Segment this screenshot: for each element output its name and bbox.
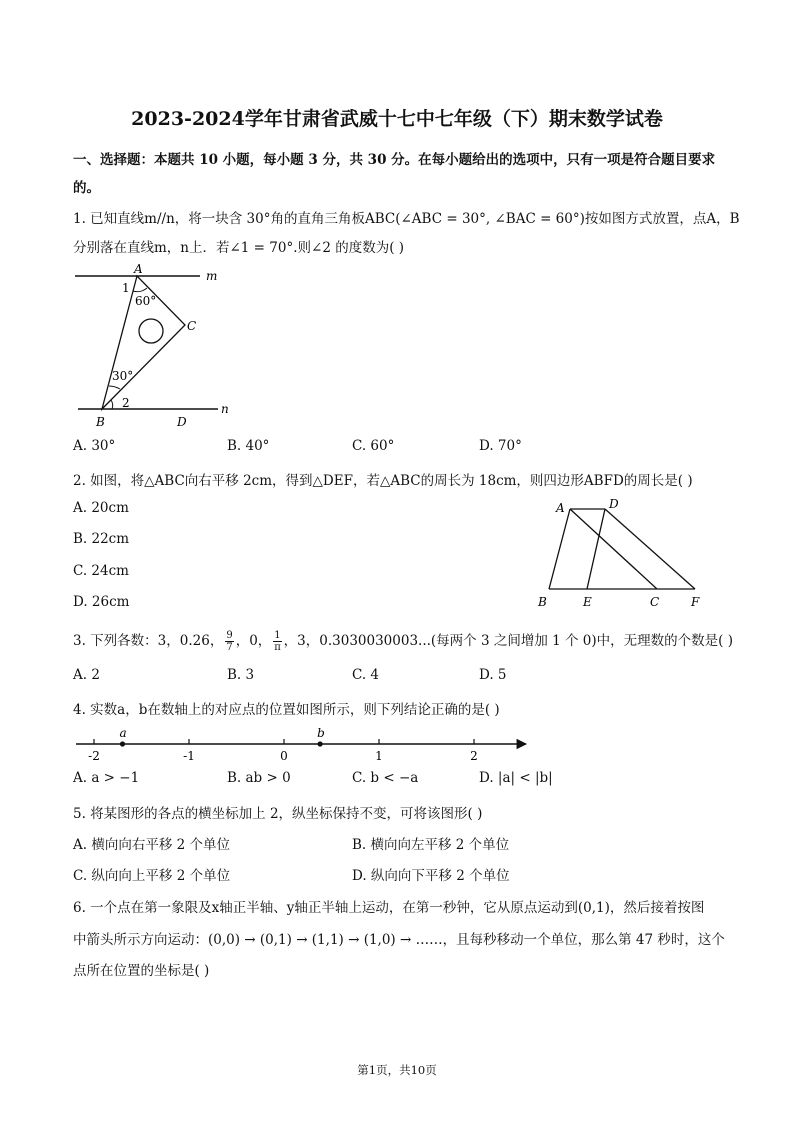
q3-mid: ，0， — [235, 633, 272, 649]
q1-option-d[interactable]: D. 70° — [479, 438, 522, 454]
q3-suffix: ，3，0.3030030003...(每两个 3 之间增加 1 个 0)中，无理数的个数是( ) — [283, 633, 733, 649]
q5-option-b[interactable]: B. 横向向左平移 2 个单位 — [352, 837, 510, 853]
q1-option-a[interactable]: A. 30° — [73, 438, 116, 454]
q6-line3: 点所在位置的坐标是( ) — [73, 963, 210, 979]
label-angle-2: 2 — [122, 396, 130, 410]
page-footer: 第1页，共10页 — [357, 1063, 437, 1077]
tick-label: 2 — [470, 749, 478, 763]
tick-label: -1 — [183, 749, 195, 763]
label-D: D — [177, 415, 187, 429]
q4-option-c[interactable]: C. b < −a — [352, 770, 419, 786]
label-B: B — [538, 595, 547, 609]
q5-line1: 5. 将某图形的各点的横坐标加上 2，纵坐标保持不变，可将该图形( ) — [73, 806, 483, 822]
point-a — [120, 741, 125, 746]
label-C: C — [187, 319, 197, 333]
q2-figure — [532, 495, 712, 613]
q6-line2: 中箭头所示方向运动：(0,0) → (0,1) → (1,1) → (1,0) → ……，且每秒移动一个单位，那么第 47 秒时，这个 — [73, 932, 725, 948]
q6-line1: 6. 一个点在第一象限及x轴正半轴、y轴正半轴上运动，在第一秒钟，它从原点运动到(0,1)，然后接着按图 — [73, 900, 705, 916]
label-30: 30° — [112, 369, 134, 383]
q3-fraction-1-pi: $\frac{1}{\pi}$ — [274, 630, 281, 653]
label-A: A — [556, 501, 565, 515]
q3-option-c[interactable]: C. 4 — [352, 667, 380, 683]
q1-option-b[interactable]: B. 40° — [227, 438, 270, 454]
section-heading-line2: 的。 — [73, 180, 100, 196]
tick-label: -2 — [88, 749, 100, 763]
q3-prefix: 3. 下列各数：3，0.26， — [73, 633, 224, 649]
label-b: b — [317, 726, 325, 740]
q3-option-d[interactable]: D. 5 — [479, 667, 507, 683]
q4-option-d[interactable]: D. |a| < |b| — [479, 770, 553, 786]
label-A: A — [134, 262, 143, 276]
q2-option-c[interactable]: C. 24cm — [73, 563, 129, 579]
q2-option-b[interactable]: B. 22cm — [73, 531, 130, 547]
q4-option-a[interactable]: A. a > −1 — [73, 770, 140, 786]
label-B: B — [96, 415, 105, 429]
section-heading-line1: 一、选择题：本题共 10 小题，每小题 3 分，共 30 分。在每小题给出的选项中，只有一项是符合题目要求 — [73, 152, 716, 168]
label-D: D — [609, 497, 619, 511]
q1-option-c[interactable]: C. 60° — [352, 438, 395, 454]
q4-line1: 4. 实数a，b在数轴上的对应点的位置如图所示，则下列结论正确的是( ) — [73, 702, 500, 718]
point-b — [318, 741, 323, 746]
q2-option-d[interactable]: D. 26cm — [73, 594, 130, 610]
q3-option-b[interactable]: B. 3 — [227, 667, 255, 683]
q5-option-d[interactable]: D. 纵向向下平移 2 个单位 — [352, 868, 510, 884]
q1-line1: 1. 已知直线m//n，将一块含 30°角的直角三角板ABC(∠ABC = 30°, ∠BAC = 60°)按如图方式放置，点A，B — [73, 211, 740, 227]
label-m: m — [206, 269, 218, 283]
q4-option-b[interactable]: B. ab > 0 — [227, 770, 291, 786]
label-angle-1: 1 — [122, 281, 130, 295]
label-a: a — [119, 726, 127, 740]
label-C: C — [650, 595, 660, 609]
q3-fraction-9-7: $\frac{9}{7}$ — [226, 630, 233, 653]
q3-line1 — [73, 630, 733, 653]
q2-line1: 2. 如图，将△ABC向右平移 2cm，得到△DEF，若△ABC的周长为 18cm，则四边形ABFD的周长是( ) — [73, 473, 693, 489]
q4-number-line — [70, 722, 540, 766]
label-60: 60° — [135, 294, 157, 308]
tick-label: 0 — [280, 749, 288, 763]
q3-option-a[interactable]: A. 2 — [73, 667, 100, 683]
q1-figure — [70, 262, 240, 432]
triangle-hole — [139, 319, 163, 343]
tick-label: 1 — [375, 749, 383, 763]
q5-option-a[interactable]: A. 横向向右平移 2 个单位 — [73, 837, 231, 853]
page-title: 2023-2024学年甘肃省武威十七中七年级（下）期末数学试卷 — [131, 108, 663, 130]
label-n: n — [221, 402, 229, 416]
q5-option-c[interactable]: C. 纵向向上平移 2 个单位 — [73, 868, 231, 884]
label-E: E — [583, 595, 592, 609]
q2-option-a[interactable]: A. 20cm — [73, 500, 129, 516]
q1-line2: 分别落在直线m，n上．若∠1 = 70°.则∠2 的度数为( ) — [73, 240, 405, 256]
label-F: F — [691, 595, 700, 609]
